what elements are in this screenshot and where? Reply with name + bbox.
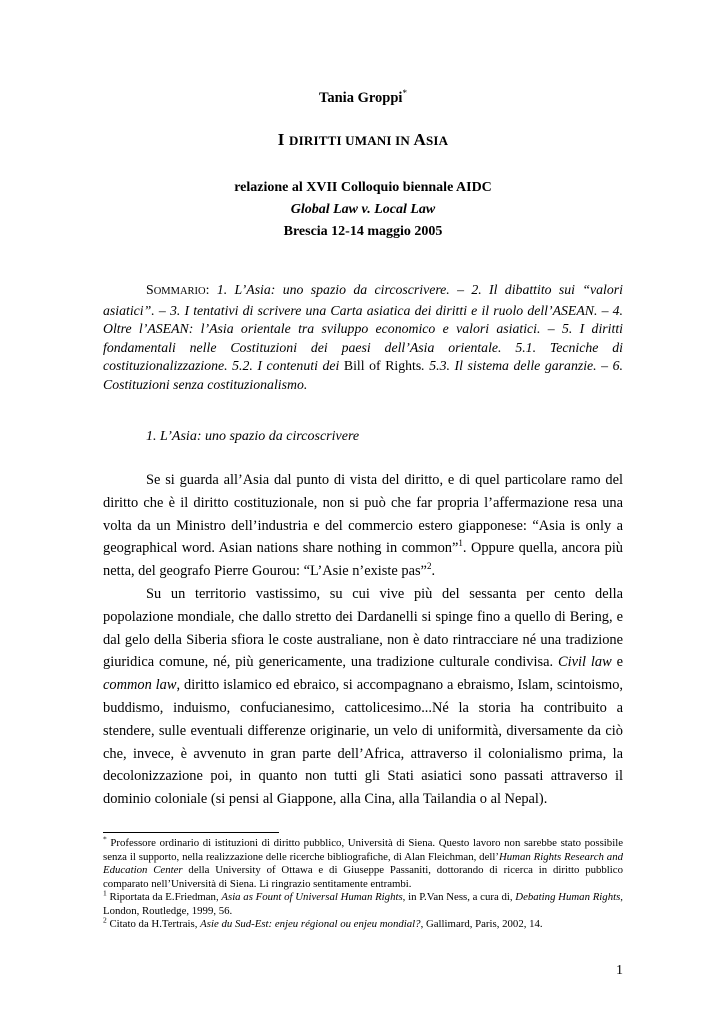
section-heading: 1. L’Asia: uno spazio da circoscrivere	[146, 429, 360, 444]
footnote-divider	[103, 832, 279, 833]
paragraph: Se si guarda all’Asia dal punto di vista del diritto, e di quel particolare ramo del diritto che è il diritto costituzionale, non si può che far propria l’affermazione resa una volta da un Ministro dell’industria e del commercio estero giapponese: “Asia is only a geographical word. Asian nations share nothing in common”$^1$. Oppure quella, ancora più netta, del geografo Pierre Gourou: “L’Asie n’existe pas”$^2$.	[103, 472, 624, 580]
conference-theme: Global Law v. Local Law	[290, 202, 436, 217]
paper-title: I DIRITTI UMANI IN ASIA	[277, 130, 449, 149]
footnote: * Professore ordinario di istituzioni di diritto pubblico, Università di Siena. Questo lavoro non sarebbe stato possibile senza il supporto, nella realizzazione delle ricerche bibliografiche, di Alan Fleichman, dell’Human Rights Research and Education Center della University of Ottawa e di Giuseppe Passaniti, dottorando di ricerca in diritto pubblico comparato nell’Università di Siena. Li ringrazio sentitamente entrambi.	[103, 834, 623, 890]
conference-place-date: Brescia 12-14 maggio 2005	[283, 224, 443, 239]
summary-label: SOMMARIO:	[146, 282, 210, 297]
page-number: 1	[616, 963, 623, 978]
summary-block: SOMMARIO: 1. L’Asia: uno spazio da circoscrivere. – 2. Il dibattito sui “valori asiatici”. – 3. I tentativi di scrivere una Carta asiatica dei diritti e il ruolo dell’ASEAN. – 4. Oltre l’ASEAN: l’Asia orientale tra sviluppo economico e valori asiatici. – 5. I diritti fondamentali nelle Costituzioni dei paesi dell’Asia orientale. 5.1. Tecniche di costituzionalizzazione. 5.2. I contenuti dei Bill of Rights. 5.3. Il sistema delle garanzie. – 6. Costituzioni senza costituzionalismo.	[103, 282, 623, 392]
author-name: Tania Groppi*	[319, 88, 407, 106]
paragraph: Su un territorio vastissimo, su cui vive più del sessanta per cento della popolazione mondiale, che dallo stretto dei Dardanelli si spinge fino a quello di Bering, e dal gelo della Siberia sfiora le coste australiane, non è dato rintracciare né una tradizione giuridica comune, né, più genericamente, una tradizione culturale condivisa. Civil law e common law, diritto islamico ed ebraico, si accompagnano a ebraismo, Islam, scintoismo, buddismo, induismo, confucianesimo, cattolicesimo...Né la storia ha contribuito a stendere, sulle eventuali differenze originarie, un velo di uniformità, diversamente da ciò che, invece, è avvenuto in gran parte dell’Africa, attraverso il colonialismo prima, la decolonizzazione poi, in quanto non tutti gli Stati asiatici sono passati attraverso il dominio coloniale (si pensi al Giappone, alla Cina, alla Tailandia o al Nepal).	[103, 585, 623, 808]
footnote: $^1$ Riportata da E.Friedman, Asia as Fount of Universal Human Rights, in P.Van Ness, a cura di, Debating Human Rights, London, Routledge, 1999, 56.	[103, 888, 623, 917]
footnote: $^2$ Citato da H.Tertrais, Asie du Sud-Est: enjeu régional ou enjeu mondial?, Gallimard, Paris, 2002, 14.	[103, 915, 543, 930]
footnote-ref: 2	[426, 561, 432, 572]
footnote-ref: 1	[458, 538, 463, 549]
conference-line: relazione al XVII Colloquio biennale AIDC	[234, 180, 492, 195]
author-footnote-marker: *	[402, 88, 407, 98]
footnotes	[103, 834, 623, 932]
body-text	[103, 469, 623, 811]
